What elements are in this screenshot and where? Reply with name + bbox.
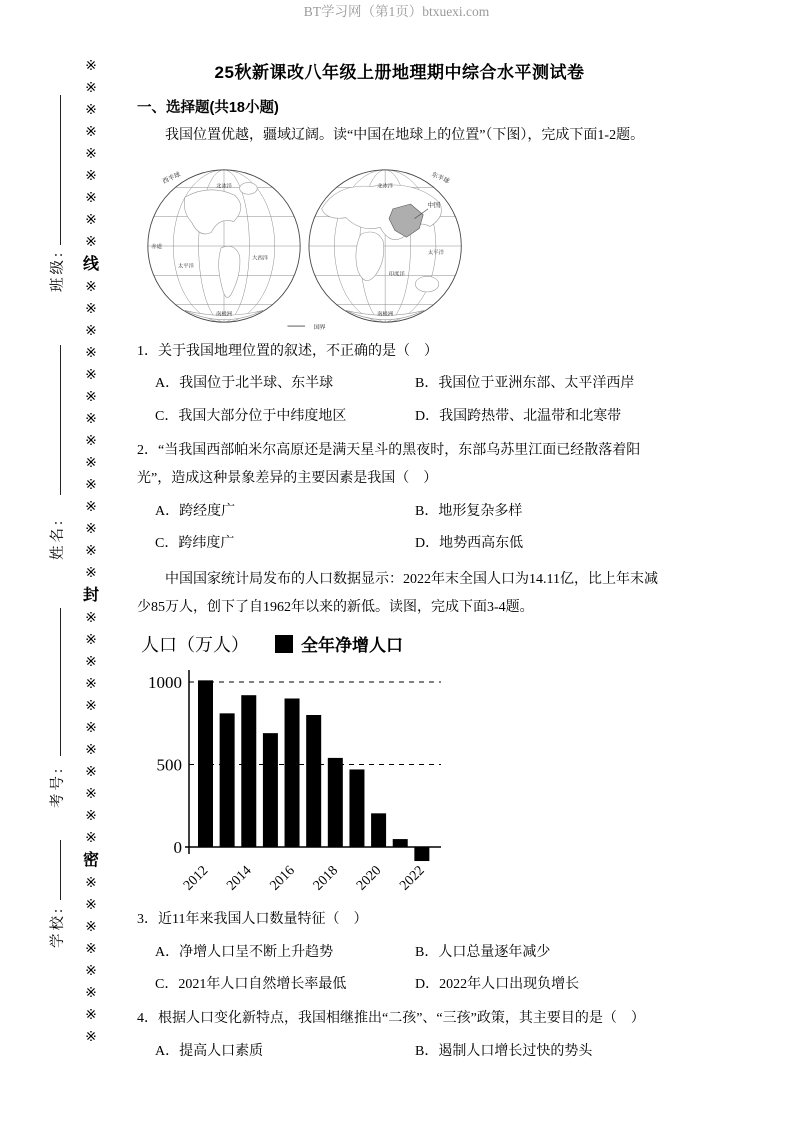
seal-char-feng: 封 [82,587,99,604]
seal-char-xian: 线 [82,256,99,273]
intro-q1-2: 我国位置优越，疆域辽阔。读“中国在地球上的位置”（下图），完成下面1-2题。 [165,128,645,143]
seal-marks: ※※※※※※※※※※※※※※ [85,280,97,581]
option: A．跨经度广 [155,504,236,520]
west-continents [184,182,263,319]
option: A．我国位于北半球、东半球 [155,376,334,392]
svg-text:2012: 2012 [180,863,212,894]
seal-line-area [0,0,110,1122]
examno-blank-line [60,608,61,756]
option: B．人口总量逐年减少 [415,944,551,960]
svg-text:西半球: 西半球 [161,170,182,185]
intro-q3-4: 中国国家统计局发布的人口数据显示：2022年末全国人口为14.11亿，比上年末减少85万人，创下了自1962年以来的新低。读图，完成下面3-4题。 [137,571,658,616]
name-label: 姓名: [50,518,66,561]
option: C．跨纬度广 [155,536,235,552]
svg-text:2014: 2014 [224,863,255,894]
page-title: 25秋新课改八年级上册地理期中综合水平测试卷 [214,63,585,82]
option: C．2021年人口自然增长率最低 [155,976,347,992]
school-blank-line [60,840,61,900]
svg-text:东半球: 东半球 [430,170,451,185]
svg-text:北冰洋: 北冰洋 [215,183,233,190]
population-chart-svg [139,657,454,902]
svg-text:太平洋: 太平洋 [427,249,444,256]
chart-legend [275,631,403,656]
svg-text:2016: 2016 [267,863,298,894]
svg-text:2020: 2020 [354,863,385,894]
exam-content [137,58,662,1072]
svg-text:太平洋: 太平洋 [177,263,194,270]
seal-char-mi: 密 [82,852,99,869]
hemispheres-map-svg [141,158,473,334]
chart-legend-label: 全年净增人口 [301,636,403,656]
question-4-options [137,1036,662,1068]
section-heading: 一、选择题(共18小题) [137,100,279,116]
seal-marks: ※※※※※※※※※※※ [85,611,97,846]
question-1-options [137,368,662,432]
svg-text:南极洲: 南极洲 [215,311,233,318]
svg-text:南极洲: 南极洲 [377,311,394,318]
svg-text:北冰洋: 北冰洋 [377,183,394,190]
option: D．我国跨热带、北温带和北寒带 [415,408,622,424]
class-blank-line [60,95,61,245]
option: D．2022年人口出现负增长 [415,976,580,992]
option: B．我国位于亚洲东部、太平洋西岸 [415,376,635,392]
examno-label: 考号: [50,766,66,809]
chart-title: 人口（万人） [141,634,249,655]
question-2-options [137,496,662,560]
option: A．提高人口素质 [155,1043,264,1059]
school-label: 学校: [50,906,66,949]
boundary-legend-label: 国界 [313,324,326,331]
svg-text:500: 500 [156,755,182,775]
seal-marks: ※※※※※※※※※ [85,59,97,250]
name-blank-line [60,345,61,495]
legend-swatch-icon [275,635,293,653]
question-3-options [137,937,662,1001]
china-location-map [141,158,473,334]
class-label: 班级: [50,250,66,293]
option: D．地势西高东低 [415,536,524,552]
svg-text:2022: 2022 [397,863,428,894]
option: A．净增人口呈不断上升趋势 [155,944,334,960]
option: B．地形复杂多样 [415,504,523,520]
population-chart [139,631,459,902]
footer-text: BT学习网（第1页）btxuexi.com [303,4,490,19]
svg-text:2018: 2018 [310,863,342,894]
svg-text:大西洋: 大西洋 [252,255,269,262]
east-continents [322,185,442,320]
option: C．我国大部分位于中纬度地区 [155,408,347,424]
option: B．遏制人口增长过快的势头 [415,1043,593,1059]
seal-marks: ※※※※※※※※ [85,876,97,1045]
svg-text:0: 0 [173,837,182,857]
question-1-text: 1．关于我国地理位置的叙述，不正确的是（ ） [137,343,438,359]
chart-header [139,631,459,657]
svg-text:赤道: 赤道 [151,243,162,250]
svg-text:印度洋: 印度洋 [388,270,405,277]
question-3-text: 3．近11年来我国人口数量特征（ ） [137,911,368,927]
question-4-text: 4．根据人口变化新特点，我国相继推出“二孩”、“三孩”政策，其主要目的是（ ） [137,1010,645,1026]
seal-marks-column [81,56,101,1049]
svg-text:中国: 中国 [427,201,441,209]
svg-text:1000: 1000 [148,672,182,692]
question-2-text: 2．“当我国西部帕米尔高原还是满天星斗的黑夜时，东部乌苏里江面已经散落着阳光”，造成这种景象差异的主要因素是我国（ ） [137,442,641,487]
